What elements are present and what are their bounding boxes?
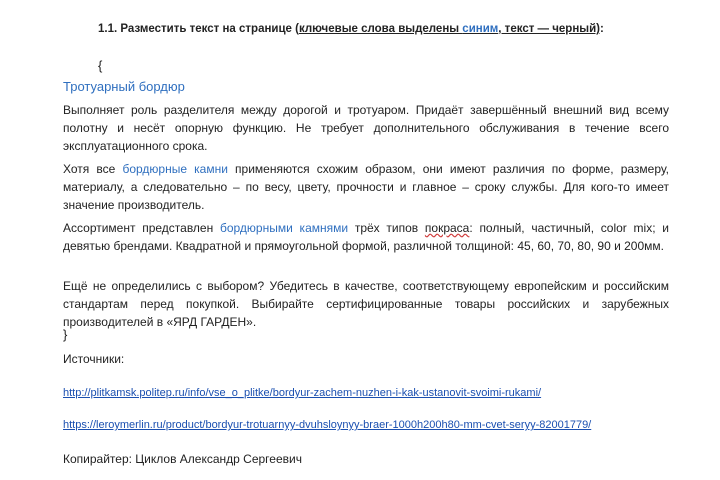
paragraph-2 [63,160,669,214]
source-link-1[interactable]: http://plitkamsk.politep.ru/info/vse_o_plitke/bordyur-zachem-nuzhen-i-kak-ustanovit-svoimi-rukami/ [63,387,542,399]
source-link-2[interactable]: https://leroymerlin.ru/product/bordyur-trotuarnyy-dvuhsloynyy-braer-1000h200h80-mm-cvet-seryy-82001779/ [63,419,592,431]
heading-number: 1.1. [98,23,118,35]
heading-underlined [299,23,600,35]
p2-keyword: бордюрные камни [122,162,228,176]
heading-kw-part1: ключевые слова выделены [298,23,463,35]
close-brace: } [63,327,68,342]
p3-misspelled-word: покраса [424,221,470,235]
heading-suffix: : [600,23,604,35]
p3-text-b: трёх типов [348,221,425,235]
sources-label: Источники: [63,352,125,366]
p3-text-c: : полный, частичный, color mix; и девятью брендами. Квадратной и прямоугольной формой, различной толщиной: 45, 60, 70, 80, 90 и 200мм. [63,221,669,253]
heading-prefix: Разместить текст на странице ( [120,23,299,35]
p2-text-a: Хотя все [63,162,123,176]
p3-text-a: Ассортимент представлен [63,221,220,235]
article-title: Тротуарный бордюр [63,79,185,94]
heading-kw-blue: синим [462,23,499,35]
paragraph-3 [63,219,669,255]
task-heading [98,23,604,35]
paragraph-1: Выполняет роль разделителя между дорогой и тротуаром. Придаёт завершённый внешний вид всему полотну и несёт опорную функцию. Не требует дополнительного обслуживания в течение всего эксплуатационного срока. [63,103,669,153]
copywriter-credit: Копирайтер: Циклов Александр Сергеевич [63,452,302,466]
paragraph-4: Ещё не определились с выбором? Убедитесь в качестве, соответствующему европейским и российским стандартам перед покупкой. Выбирайте сертифицированные товары российских и зарубежных производителей в «ЯРД ГАРДЕН». [63,279,669,329]
open-brace: { [98,58,103,73]
heading-kw-part2: , текст — черный) [498,23,600,35]
p2-text-b: применяются схожим образом, они имеют различия по форме, размеру, материалу, а следовательно – по весу, цвету, прочности и главное – сроку службы. Для кого-то имеет значение производитель. [63,162,669,212]
p3-keyword: бордюрными камнями [219,221,349,235]
